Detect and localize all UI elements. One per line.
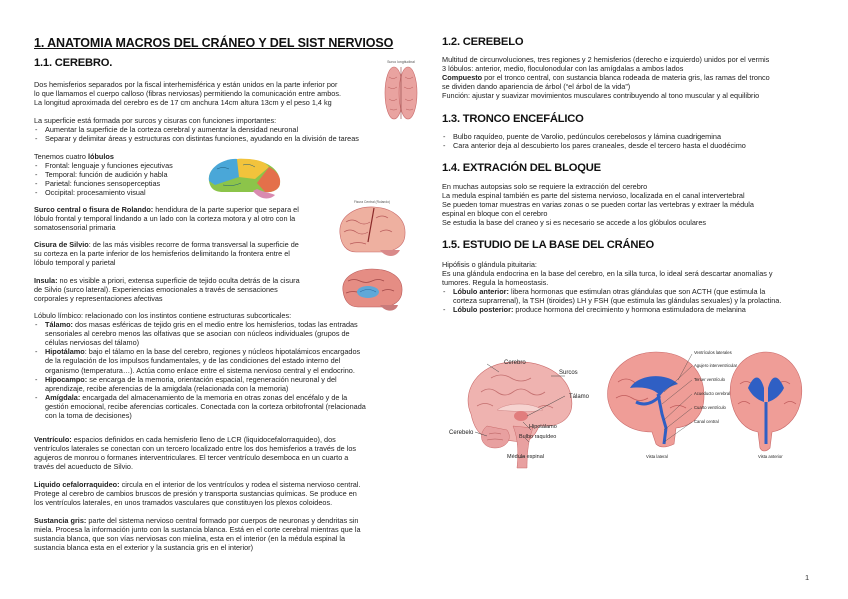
section-heading-tronco: 1.3. TRONCO ENCEFÁLICO <box>442 113 584 125</box>
base-craneo-block: Hipófisis o glándula pituitaria: Es una glándula endocrina en la base del cerebro, en la silla turca, lo ideal será descartar anomalías y tumores. Regula la homeostasis. - Lóbulo anterior: libera hormonas que estimulan otras glándulas que son ACTH (que estimula la corteza suprarrenal), la TSH (tiroides) LH y FSH (que estimula las glándulas sexuales) y la prolactina. - Lóbulo posterior: produce hormona del crecimiento y hormona estimuladora de melanina <box>442 260 817 315</box>
list-item: - Amígdala: encargada del almacenamiento de la memoria en otras zonas del encéfalo y de la gestión emocional, recibe aferencias corticales. Conectada con la corteza orbitofrontal (relacionada con la toma de decisiones) <box>34 393 404 420</box>
list-item: - Cara anterior deja al descubierto los pares craneales, desde el tercero hasta el duodécimo <box>442 141 812 150</box>
lobulos-block: Tenemos cuatro lóbulos - Frontal: lenguaje y funciones ejecutivas - Temporal: función de audición y habla - Parietal: funciones sensoperceptias - Occipital: procesamiento visual <box>34 152 204 197</box>
limbico-block: Lóbulo límbico: relacionado con los instintos contiene estructuras subcorticales: - Tálamo: dos masas esféricas de tejido gris en el medio entre los hemisferios, todas las entradas sensoriales al cerebro menos las olfativas que se asocian con núcleos individuales (grupos de células nerviosas del tálamo) - Hipotálamo: bajo el tálamo en la base del cerebro, regiones y núcleos hipotalámicos encargados de la regulación de los impulsos fundamentales, y de las condiciones del estado interno del organismo (temperatura…). Actúa como enlace entre el sistema nervioso central y el endocrino. - Hipocampo: se encarga de la memoria, orientación espacial, regeneración neuronal y del aprendizaje, recibe aferencias de la amigdala (relacionada con la memoria) - Amígdala: encargada del almacenamiento de la memoria en otras zonas del encéfalo y de la gestión emocional, recibe aferencias corticales. Conectada con la corteza orbitofrontal (relacionada con la toma de decisiones) <box>34 311 404 420</box>
label-canal-central: Canal central <box>694 419 719 424</box>
list-item: - Temporal: función de audición y habla <box>34 170 204 179</box>
brain-lobes-figure <box>203 155 285 203</box>
fisura-central-label: Fisura Central (Rolando) <box>353 200 391 204</box>
label-cuarto-ventriculo: Cuarto ventrículo <box>694 405 726 410</box>
extraccion-paragraph: En muchas autopsias solo se requiere la extracción del cerebro La medula espinal también es parte del sistema nervioso, localizada en el canal intervertebral Se pueden tomar muestras en varias zonas o se pueden cortar las vertebras y extraer la médula espinal en bloque con el cerebro Se estudia la base del craneo y si es necesario se accede a los glóbulos oculares <box>442 182 754 228</box>
page-number: 1 <box>805 573 810 582</box>
label-vista-lateral: Vista lateral <box>646 454 668 459</box>
limbico-list <box>34 320 404 420</box>
section-heading-extraccion: 1.4. EXTRACIÓN DEL BLOQUE <box>442 162 601 174</box>
label-medula: Médula espinal <box>507 454 544 460</box>
brain-rolando-figure <box>334 198 408 264</box>
ventricles-figure <box>600 344 810 464</box>
list-item: - Bulbo raquídeo, puente de Varolio, pedúnculos cerebelosos y lámina cuadrigemina <box>442 132 812 141</box>
label-agujero-interventricular: Agujero interventricular <box>694 363 738 368</box>
surco-longitudinal-label: Surco longitudinal <box>387 60 415 64</box>
surface-list <box>34 125 399 143</box>
label-tercer-ventriculo: Tercer ventrículo <box>694 377 725 382</box>
list-item: - Hipotálamo: bajo el tálamo en la base del cerebro, regiones y núcleos hipotalámicos encargados de la regulación de los impulsos fundamentales, y de las condiciones del estado interno del organismo (temperatura…). Actúa como enlace entre el sistema nervioso central y el endocrino. <box>34 347 404 374</box>
rolando-paragraph: Surco central o fisura de Rolando: hendidura de la parte superior que separa el lóbulo frontal y temporal lindando a un lado con la corteza motora y al otro con la somatosensorial primaria <box>34 205 299 233</box>
ventriculo-paragraph: Ventrículo: espacios definidos en cada hemisferio lleno de LCR (liquidocefalorraquideo), dos ventrículos laterales se conectan con un tercero localizado entre los dos hemisferios a través de los agujeros de monrou o formanes interventriculares. El tercer ventrículo desemboca en un cuarto a través del acueducto de Silvio. <box>34 435 357 472</box>
page-title: 1. ANATOMIA MACROS DEL CRÁNEO Y DEL SIST NERVIOSO <box>34 36 394 50</box>
tronco-block <box>442 132 812 150</box>
insula-paragraph: Insula: no es visible a priori, extensa superficie de tejido oculta detrás de la cisura de Silvio (surco lateral). Experiencias emocionales a través de sensaciones corporales y representaciones afectivas <box>34 276 300 304</box>
label-talamo: Tálamo <box>569 394 590 400</box>
tronco-list <box>442 132 812 150</box>
brain-insula-figure <box>338 265 406 315</box>
section-heading-cerebelo: 1.2. CEREBELO <box>442 36 524 48</box>
label-bulbo: Bulbo raquídeo <box>519 434 557 440</box>
section-heading-base-craneo: 1.5. ESTUDIO DE LA BASE DEL CRÁNEO <box>442 239 655 251</box>
silvio-paragraph: Cisura de Silvio: de las más visibles recorre de forma transversal la superficie de su corteza en la parte inferior de los hemisferios delimitando la frontera entre el lóbulo temporal y parietal <box>34 240 299 268</box>
list-item: - Lóbulo posterior: produce hormona del crecimiento y hormona estimuladora de melanina <box>442 305 817 314</box>
list-item: - Frontal: lenguaje y funciones ejecutivas <box>34 161 204 170</box>
list-item: - Occipital: procesamiento visual <box>34 188 204 197</box>
section-heading-cerebro: 1.1. CEREBRO. <box>34 57 113 69</box>
label-acueducto: Acueducto cerebral <box>694 391 731 396</box>
sustancia-gris-paragraph: Sustancia gris: parte del sistema nervioso central formado por cuerpos de neuronas y dendritas sin miela. Procesa la información junto con la sustancia blanca. Está en el corte cerebral mientras que la sustancia blanca, que son vías nerviosas con mielina, esta en el interior (en la médula espinal la sustancia blanca esta en el exterior y la sustancia gris en el interior) <box>34 516 361 553</box>
label-surcos: Surcos <box>559 370 578 376</box>
liquido-paragraph: Liquido cefalorraquideo: circula en el interior de los ventrículos y rodea el sistema nervioso central. Protege al cerebro de cambios bruscos de presión y transporta sustancias químicas. Se produce en los ventrículos laterales, en unos tramados vasculares que constituyen los plexos coloideos. <box>34 480 361 508</box>
brain-top-view-figure <box>383 57 419 125</box>
list-item: - Lóbulo anterior: libera hormonas que estimulan otras glándulas que son ACTH (que estimula la corteza suprarrenal), la TSH (tiroides) LH y FSH (que estimula las glándulas sexuales) y la prolactina. <box>442 287 817 305</box>
label-hipotalamo: Hipotálamo <box>529 424 557 430</box>
label-cerebro: Cerebro <box>504 360 526 366</box>
list-item: - Separar y delimitar áreas y estructuras con distintas funciones, ayudando en la división de tareas <box>34 134 399 143</box>
sagittal-brain-figure <box>447 352 595 470</box>
label-cerebelo: Cerebelo <box>449 430 474 436</box>
hipofisis-list <box>442 287 817 314</box>
list-item: - Parietal: funciones sensoperceptias <box>34 179 204 188</box>
surface-paragraph: La superficie está formada por surcos y cisuras con funciones importantes: - Aumentar la superficie de la corteza cerebral y aumentar la densidad neuronal - Separar y delimitar áreas y estructuras con distintas funciones, ayudando en la división de tareas <box>34 116 399 143</box>
list-item: - Aumentar la superficie de la corteza cerebral y aumentar la densidad neuronal <box>34 125 399 134</box>
lobulos-list <box>34 161 204 197</box>
label-ventriculos-laterales: Ventrículos laterales <box>694 350 732 355</box>
list-item: - Tálamo: dos masas esféricas de tejido gris en el medio entre los hemisferios, todas las entradas sensoriales al cerebro menos las olfativas que se asocian con núcleos individuales (grupos de células nerviosas del tálamo) <box>34 320 404 347</box>
list-item: - Hipocampo: se encarga de la memoria, orientación espacial, regeneración neuronal y del aprendizaje, recibe aferencias de la amigdala (relacionada con la memoria) <box>34 375 404 393</box>
label-vista-anterior: Vista anterior <box>758 454 783 459</box>
cerebro-intro-paragraph: Dos hemisferios separados por la fiscal interhemisférica y están unidos en la parte inferior por lo que llamamos el cuerpo calloso (fibras nerviosas) permitiendo la comunicación entre ambos. La longitud aproximada del cerebro es de 17 cm anchura 14cm altura 13cm y el peso 1,4 kg <box>34 80 342 108</box>
cerebelo-paragraph: Multitud de circunvoluciones, tres regiones y 2 hemisferios (derecho e izquierdo) unidos por el vermis 3 lóbulos: anterior, medio, floculonodular con las amígdalas a ambos lados Compuesto por el tronco central, con sustancia blanca rodeada de materia gris, las ramas del tronco se dividen dando apariencia de árbol (“el árbol de la vida”) Función: ajustar y suavizar movimientos musculares contribuyendo al tono muscular y al equilibrio <box>442 55 770 101</box>
